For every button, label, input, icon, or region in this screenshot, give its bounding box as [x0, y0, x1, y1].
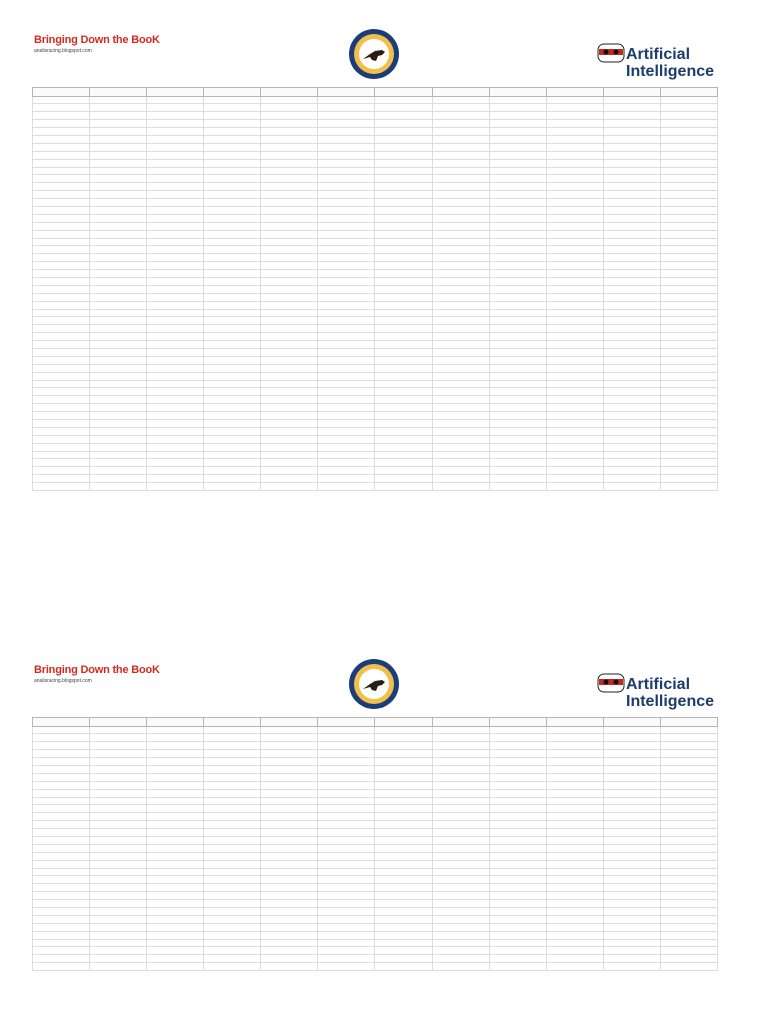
table-row: [33, 143, 718, 151]
table-row: [33, 96, 718, 104]
brand-url: analisracing.blogspot.com: [34, 48, 92, 54]
table-row: [33, 868, 718, 876]
table-row: [33, 372, 718, 380]
table-row: [33, 222, 718, 230]
table-row: [33, 325, 718, 333]
race-table-1: [32, 87, 718, 491]
ninja-mask-icon: [596, 670, 626, 698]
ai-title-line2: Intelligence: [626, 63, 715, 80]
table-row: [33, 420, 718, 428]
table-row: [33, 238, 718, 246]
table-row: [33, 955, 718, 963]
table-row: [33, 199, 718, 207]
table-row: [33, 915, 718, 923]
table-row: [33, 104, 718, 112]
table-row: [33, 183, 718, 191]
table-row: [33, 734, 718, 742]
ai-logo: [596, 34, 736, 84]
table-row: [33, 742, 718, 750]
table-row: [33, 167, 718, 175]
table-row: [33, 301, 718, 309]
table-row: [33, 333, 718, 341]
table-row: [33, 159, 718, 167]
table-row: [33, 805, 718, 813]
table-row: [33, 765, 718, 773]
table-row: [33, 900, 718, 908]
table-row: [33, 475, 718, 483]
table-row: [33, 246, 718, 254]
table-row: [33, 963, 718, 971]
table-row: [33, 892, 718, 900]
ninja-mask-icon: [596, 40, 626, 68]
table-row: [33, 412, 718, 420]
table-row: [33, 293, 718, 301]
table-header-row: [33, 88, 718, 97]
table-row: [33, 277, 718, 285]
table-row: [33, 907, 718, 915]
table-row: [33, 112, 718, 120]
table-row: [33, 404, 718, 412]
table-row: [33, 852, 718, 860]
ai-title-line1: Artificial: [626, 46, 691, 63]
brand-url: analisracing.blogspot.com: [34, 678, 92, 684]
table-row: [33, 459, 718, 467]
table-row: [33, 254, 718, 262]
table-row: [33, 175, 718, 183]
table-row: [33, 923, 718, 931]
table-row: [33, 135, 718, 143]
table-row: [33, 435, 718, 443]
table-row: [33, 797, 718, 805]
table-row: [33, 380, 718, 388]
table-row: [33, 931, 718, 939]
table-row: [33, 829, 718, 837]
table-row: [33, 467, 718, 475]
table-row: [33, 191, 718, 199]
brand-header: [34, 34, 160, 54]
table-row: [33, 317, 718, 325]
table-row: [33, 789, 718, 797]
table-row: [33, 128, 718, 136]
table-row: [33, 388, 718, 396]
racing-horse-emblem-icon: [348, 28, 400, 80]
table-header-row: [33, 718, 718, 727]
race-table-2: [32, 717, 718, 971]
table-row: [33, 427, 718, 435]
table-row: [33, 947, 718, 955]
table-row: [33, 844, 718, 852]
table-row: [33, 364, 718, 372]
table-row: [33, 151, 718, 159]
table-row: [33, 884, 718, 892]
table-row: [33, 285, 718, 293]
table-row: [33, 483, 718, 491]
table-row: [33, 309, 718, 317]
table-row: [33, 758, 718, 766]
table-row: [33, 262, 718, 270]
table-row: [33, 773, 718, 781]
table-row: [33, 230, 718, 238]
table-row: [33, 726, 718, 734]
brand-title: Bringing Down the BooK: [34, 34, 160, 46]
table-row: [33, 876, 718, 884]
table-row: [33, 750, 718, 758]
table-row: [33, 451, 718, 459]
ai-title-line1: Artificial: [626, 676, 691, 693]
brand-header: [34, 664, 160, 684]
ai-title-line2: Intelligence: [626, 693, 715, 710]
table-row: [33, 813, 718, 821]
table-row: [33, 443, 718, 451]
table-row: [33, 270, 718, 278]
table-row: [33, 836, 718, 844]
ai-logo: [596, 664, 736, 714]
table-row: [33, 396, 718, 404]
table-row: [33, 206, 718, 214]
table-row: [33, 939, 718, 947]
table-row: [33, 349, 718, 357]
table-row: [33, 356, 718, 364]
table-row: [33, 341, 718, 349]
table-row: [33, 214, 718, 222]
table-row: [33, 781, 718, 789]
table-row: [33, 120, 718, 128]
racing-horse-emblem-icon: [348, 658, 400, 710]
table-row: [33, 821, 718, 829]
table-row: [33, 860, 718, 868]
brand-title: Bringing Down the BooK: [34, 664, 160, 676]
